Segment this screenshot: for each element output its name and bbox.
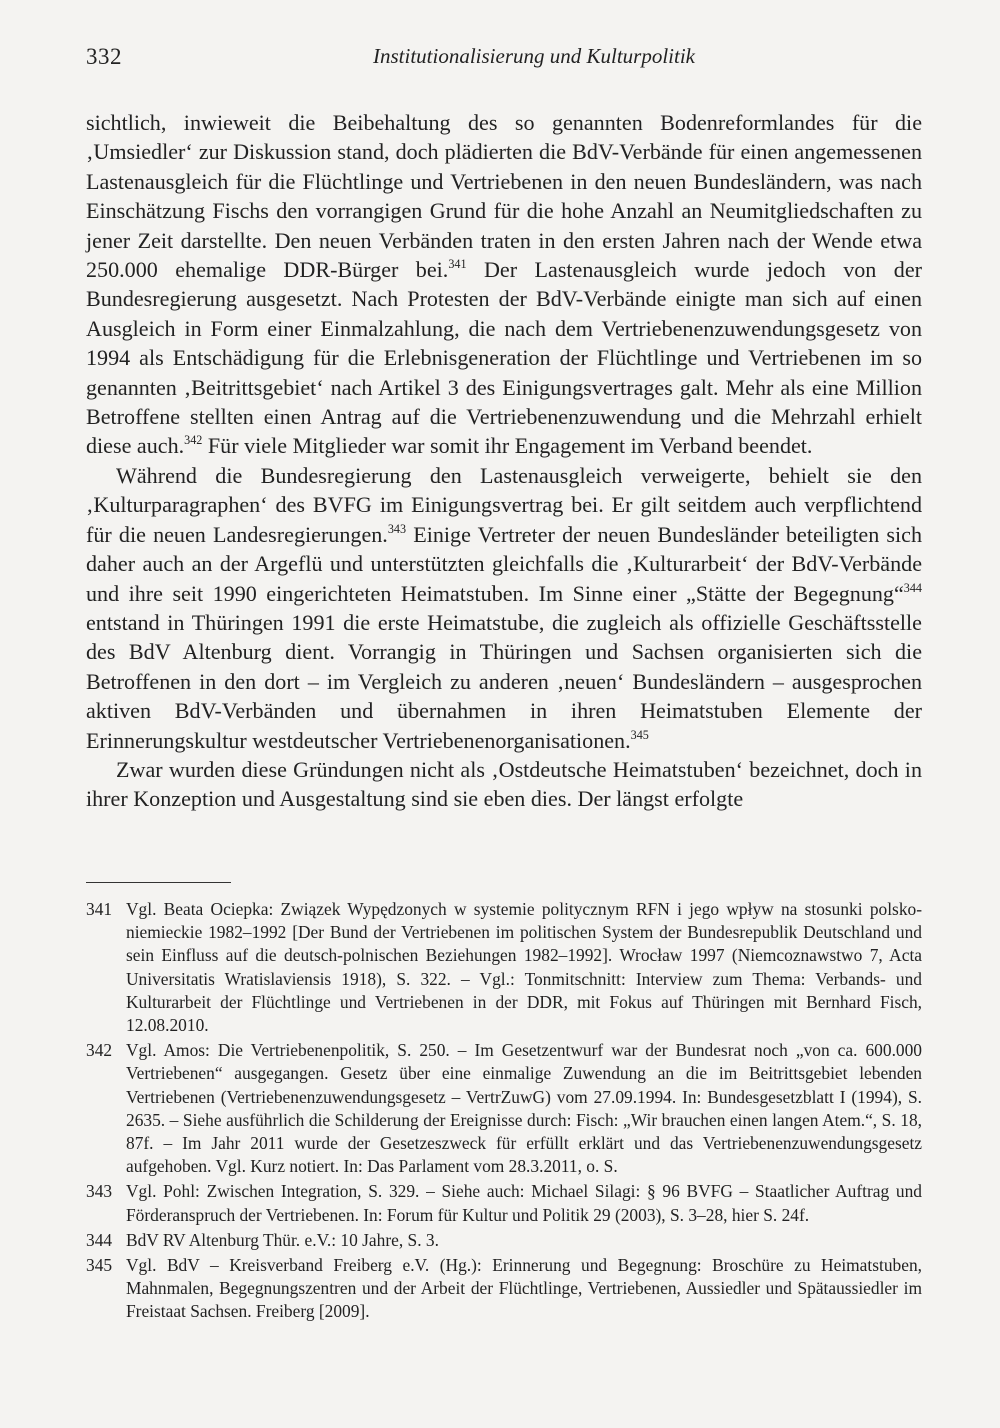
page-number: 332 [86,44,122,69]
paragraph-3-text: Zwar wurden diese Gründungen nicht als ‚Ostdeutsche Heimatstuben‘ bezeichnet, doch in ihrer Konzeption und Ausgestaltung sind sie eben dies. Der längst erfolgte [86,756,922,812]
footnote-ref-342: 342 [184,433,203,448]
paragraph-2-text-b: Einige Vertreter der neuen Bundesländer beteiligten sich daher auch an der Argeflü und unterstützten gleichfalls die ‚Kulturarbeit‘ der BdV-Verbände und ihre seit 1990 eingerichteten Heimatstuben. Im Sinne einer „Stätte der Begegnung“ [86,521,922,606]
footnote-number: 342 [86,1040,113,1061]
footnote [86,1180,922,1226]
paragraph-1 [86,108,922,461]
paragraph-3 [86,755,922,814]
footnote-ref-341: 341 [448,256,467,271]
footnote-ref-345: 345 [630,727,649,742]
footnote-separator [86,882,231,883]
paragraph-2-text-c: entstand in Thüringen 1991 die erste Heimatstube, die zugleich als offizielle Geschäftsstelle des BdV Altenburg dient. Vorrangig in Thüringen und Sachsen organisierten sich die Betroffenen in den dort – im Vergleich zu anderen ‚neuen‘ Bundesländern – ausgesprochen aktiven BdV-Verbänden und übernahmen in ihren Heimatstuben Elemente der Erinnerungskultur westdeutscher Vertriebenenorganisationen. [86,609,922,753]
footnote [86,1229,922,1252]
footnote-text: Vgl. Beata Ociepka: Związek Wypędzonych w systemie politycznym RFN i jego wpływ na stosunki polsko-niemieckie 1982–1992 [Der Bund der Vertriebenen im politischen System der Bundesrepublik Deutschland und sein Einfluss auf die deutsch-polnischen Beziehungen 1982–1992]. Wrocław 1997 (Niemcoznawstwo 7, Acta Universitatis Wratislaviensis 1918), S. 322. – Vgl.: Tonmitschnitt: Interview zum Thema: Verbands- und Kulturarbeit der Flüchtlinge und Vertriebenen in der DDR, mit Fokus auf Thüringen mit Bernhard Fisch, 12.08.2010. [126,899,922,1036]
running-title: Institutionalisierung und Kulturpolitik [372,44,695,68]
page-header [86,44,922,80]
paragraph-1-text-a: sichtlich, inwieweit die Beibehaltung des so genannten Bodenreformlandes für die ‚Umsiedler‘ zur Diskussion stand, doch plädierten die BdV-Verbände für einen angemessenen Lastenausgleich für die Flüchtlinge und Vertriebenen in den neuen Bundesländern, was nach Einschätzung Fischs den vorrangigen Grund für die hohe Anzahl an Neumitgliedschaften zu jener Zeit darstellte. Den neuen Verbänden traten in den ersten Jahren nach der Wende etwa 250.000 ehemalige DDR-Bürger bei. [86,110,922,283]
footnote-number: 344 [86,1229,113,1250]
footnote-text: Vgl. BdV – Kreisverband Freiberg e.V. (Hg.): Erinnerung und Begegnung: Broschüre zu Heimatstuben, Mahnmalen, Begegnungszentren und der Arbeit der Flüchtlinge, Vertriebenen, Aussiedler und Spätaussiedler im Freistaat Sachsen. Freiberg [2009]. [126,1255,922,1322]
footnote-text: BdV RV Altenburg Thür. e.V.: 10 Jahre, S. 3. [126,1229,439,1250]
footnote [86,1254,922,1324]
footnote-number: 345 [86,1255,113,1276]
footnote-text: Vgl. Amos: Die Vertriebenenpolitik, S. 250. – Im Gesetzentwurf war der Bundesrat noch „von ca. 600.000 Vertriebenen“ ausgegangen. Gesetz über eine einmalige Zuwendung an die im Beitrittsgebiet lebenden Vertriebenen (Vertriebenenzuwendungsgesetz – VertrZuwG) vom 27.09.1994. In: Bundesgesetzblatt I (1994), S. 2635. – Siehe ausführlich die Schilderung der Ereignisse durch: Fisch: „Wir brauchen einen langen Atem.“, S. 18, 87f. – Im Jahr 2011 wurde der Gesetzeszweck für erfüllt erklärt und das Vertriebenenzuwendungsgesetz aufgehoben. Vgl. Kurz notiert. In: Das Parlament vom 28.3.2011, o. S. [126,1040,922,1177]
footnote-text: Vgl. Pohl: Zwischen Integration, S. 329. – Siehe auch: Michael Silagi: § 96 BVFG – Staatlicher Auftrag und Förderanspruch der Vertriebenen. In: Forum für Kultur und Politik 29 (2003), S. 3–28, hier S. 24f. [126,1181,922,1225]
paragraph-2-text-a: Während die Bundesregierung den Lastenausgleich verweigerte, behielt sie den ‚Kulturparagraphen‘ des BVFG im Einigungsvertrag bei. Er gilt seitdem auch verpflichtend für die neuen Landesregierungen. [86,462,922,547]
footnote-number: 343 [86,1181,113,1202]
paragraph-2 [86,461,922,755]
footnotes [86,898,922,1326]
footnote-ref-344: 344 [903,580,922,595]
footnote [86,898,922,1037]
footnote [86,1039,922,1178]
main-text [86,108,922,814]
footnote-number: 341 [86,899,113,919]
paragraph-1-text-c: Für viele Mitglieder war somit ihr Engagement im Verband beendet. [202,433,813,459]
paragraph-1-text-b: Der Lastenausgleich wurde jedoch von der Bundesregierung ausgesetzt. Nach Protesten der BdV-Verbände einigte man sich auf einen Ausgleich in Form einer Einmalzahlung, die nach dem Vertriebenenzuwendungsgesetz von 1994 als Entschädigung für die Erlebnisgeneration der Flüchtlinge und Vertriebenen im so genannten ‚Beitrittsgebiet‘ nach Artikel 3 des Einigungsvertrages galt. Mehr als eine Million Betroffene stellten einen Antrag auf die Vertriebenenzuwendung und die Mehrzahl erhielt diese auch. [86,257,922,459]
footnote-ref-343: 343 [387,521,407,536]
